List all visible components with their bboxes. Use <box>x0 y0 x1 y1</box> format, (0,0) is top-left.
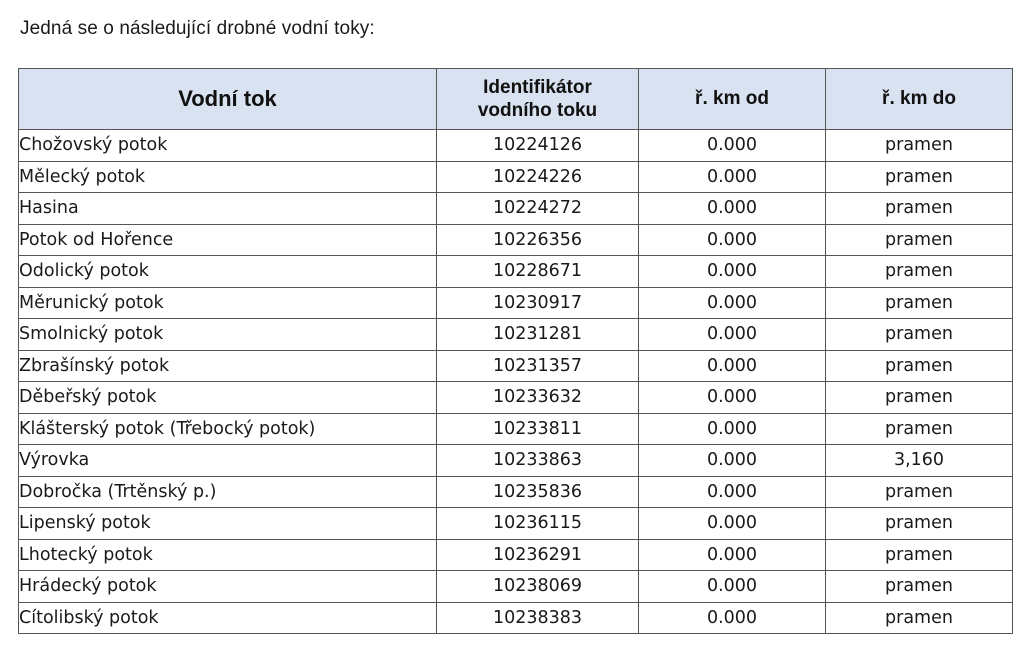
cell-watercourse-name: Chožovský potok <box>19 130 437 162</box>
cell-watercourse-name: Lhotecký potok <box>19 539 437 571</box>
cell-km-from: 0.000 <box>639 445 826 477</box>
cell-km-from: 0.000 <box>639 319 826 351</box>
cell-km-from: 0.000 <box>639 287 826 319</box>
table-row <box>19 508 1013 540</box>
watercourse-table <box>18 68 1013 634</box>
header-identifier <box>437 69 639 130</box>
cell-watercourse-name: Klášterský potok (Třebocký potok) <box>19 413 437 445</box>
cell-watercourse-name: Odolický potok <box>19 256 437 288</box>
table-row <box>19 224 1013 256</box>
cell-km-from: 0.000 <box>639 508 826 540</box>
cell-km-from: 0.000 <box>639 413 826 445</box>
cell-identifier: 10238383 <box>437 602 639 634</box>
cell-identifier: 10233811 <box>437 413 639 445</box>
cell-km-from: 0.000 <box>639 193 826 225</box>
table-row <box>19 319 1013 351</box>
cell-identifier: 10230917 <box>437 287 639 319</box>
cell-km-to: pramen <box>826 193 1013 225</box>
cell-identifier: 10231357 <box>437 350 639 382</box>
cell-identifier: 10226356 <box>437 224 639 256</box>
cell-km-from: 0.000 <box>639 539 826 571</box>
cell-identifier: 10236291 <box>437 539 639 571</box>
cell-identifier: 10235836 <box>437 476 639 508</box>
table-row <box>19 445 1013 477</box>
table-row <box>19 571 1013 603</box>
cell-km-to: pramen <box>826 130 1013 162</box>
cell-watercourse-name: Smolnický potok <box>19 319 437 351</box>
intro-text: Jedná se o následující drobné vodní toky: <box>20 18 375 39</box>
header-row <box>19 69 1013 130</box>
cell-identifier: 10233863 <box>437 445 639 477</box>
cell-km-from: 0.000 <box>639 350 826 382</box>
table-row <box>19 256 1013 288</box>
table-row <box>19 476 1013 508</box>
cell-km-to: pramen <box>826 256 1013 288</box>
cell-km-to: pramen <box>826 413 1013 445</box>
cell-watercourse-name: Hasina <box>19 193 437 225</box>
cell-watercourse-name: Potok od Hořence <box>19 224 437 256</box>
cell-watercourse-name: Výrovka <box>19 445 437 477</box>
table-header <box>19 69 1013 130</box>
cell-km-from: 0.000 <box>639 224 826 256</box>
table-row <box>19 130 1013 162</box>
table-row <box>19 602 1013 634</box>
table-row <box>19 413 1013 445</box>
cell-identifier: 10236115 <box>437 508 639 540</box>
cell-watercourse-name: Hrádecký potok <box>19 571 437 603</box>
table-row <box>19 161 1013 193</box>
header-identifier-line2: vodního toku <box>477 100 598 121</box>
cell-km-from: 0.000 <box>639 161 826 193</box>
cell-watercourse-name: Zbrašínský potok <box>19 350 437 382</box>
cell-identifier: 10231281 <box>437 319 639 351</box>
cell-km-to: pramen <box>826 571 1013 603</box>
cell-watercourse-name: Dobročka (Trtěnský p.) <box>19 476 437 508</box>
cell-km-to: pramen <box>826 287 1013 319</box>
cell-km-to: pramen <box>826 602 1013 634</box>
table-body <box>19 130 1013 634</box>
cell-km-to: pramen <box>826 161 1013 193</box>
header-km-from: ř. km od <box>639 69 826 130</box>
header-watercourse: Vodní tok <box>19 69 437 130</box>
cell-km-from: 0.000 <box>639 476 826 508</box>
cell-identifier: 10224272 <box>437 193 639 225</box>
header-km-to: ř. km do <box>826 69 1013 130</box>
cell-km-to: pramen <box>826 319 1013 351</box>
table-row <box>19 539 1013 571</box>
cell-identifier: 10238069 <box>437 571 639 603</box>
table-row <box>19 287 1013 319</box>
cell-watercourse-name: Mělecký potok <box>19 161 437 193</box>
cell-km-from: 0.000 <box>639 571 826 603</box>
cell-km-from: 0.000 <box>639 602 826 634</box>
cell-identifier: 10233632 <box>437 382 639 414</box>
cell-watercourse-name: Měrunický potok <box>19 287 437 319</box>
cell-km-to: pramen <box>826 382 1013 414</box>
cell-km-from: 0.000 <box>639 256 826 288</box>
cell-watercourse-name: Cítolibský potok <box>19 602 437 634</box>
cell-km-to: pramen <box>826 224 1013 256</box>
cell-watercourse-name: Lipenský potok <box>19 508 437 540</box>
cell-km-from: 0.000 <box>639 382 826 414</box>
table-row <box>19 382 1013 414</box>
cell-km-to: pramen <box>826 539 1013 571</box>
cell-watercourse-name: Děbeřský potok <box>19 382 437 414</box>
cell-identifier: 10224126 <box>437 130 639 162</box>
table-row <box>19 350 1013 382</box>
cell-km-to: pramen <box>826 476 1013 508</box>
cell-km-from: 0.000 <box>639 130 826 162</box>
cell-km-to: pramen <box>826 508 1013 540</box>
cell-km-to: pramen <box>826 350 1013 382</box>
header-identifier-line1: Identifikátor <box>483 77 592 98</box>
cell-identifier: 10224226 <box>437 161 639 193</box>
table-row <box>19 193 1013 225</box>
cell-identifier: 10228671 <box>437 256 639 288</box>
cell-km-to: 3,160 <box>826 445 1013 477</box>
